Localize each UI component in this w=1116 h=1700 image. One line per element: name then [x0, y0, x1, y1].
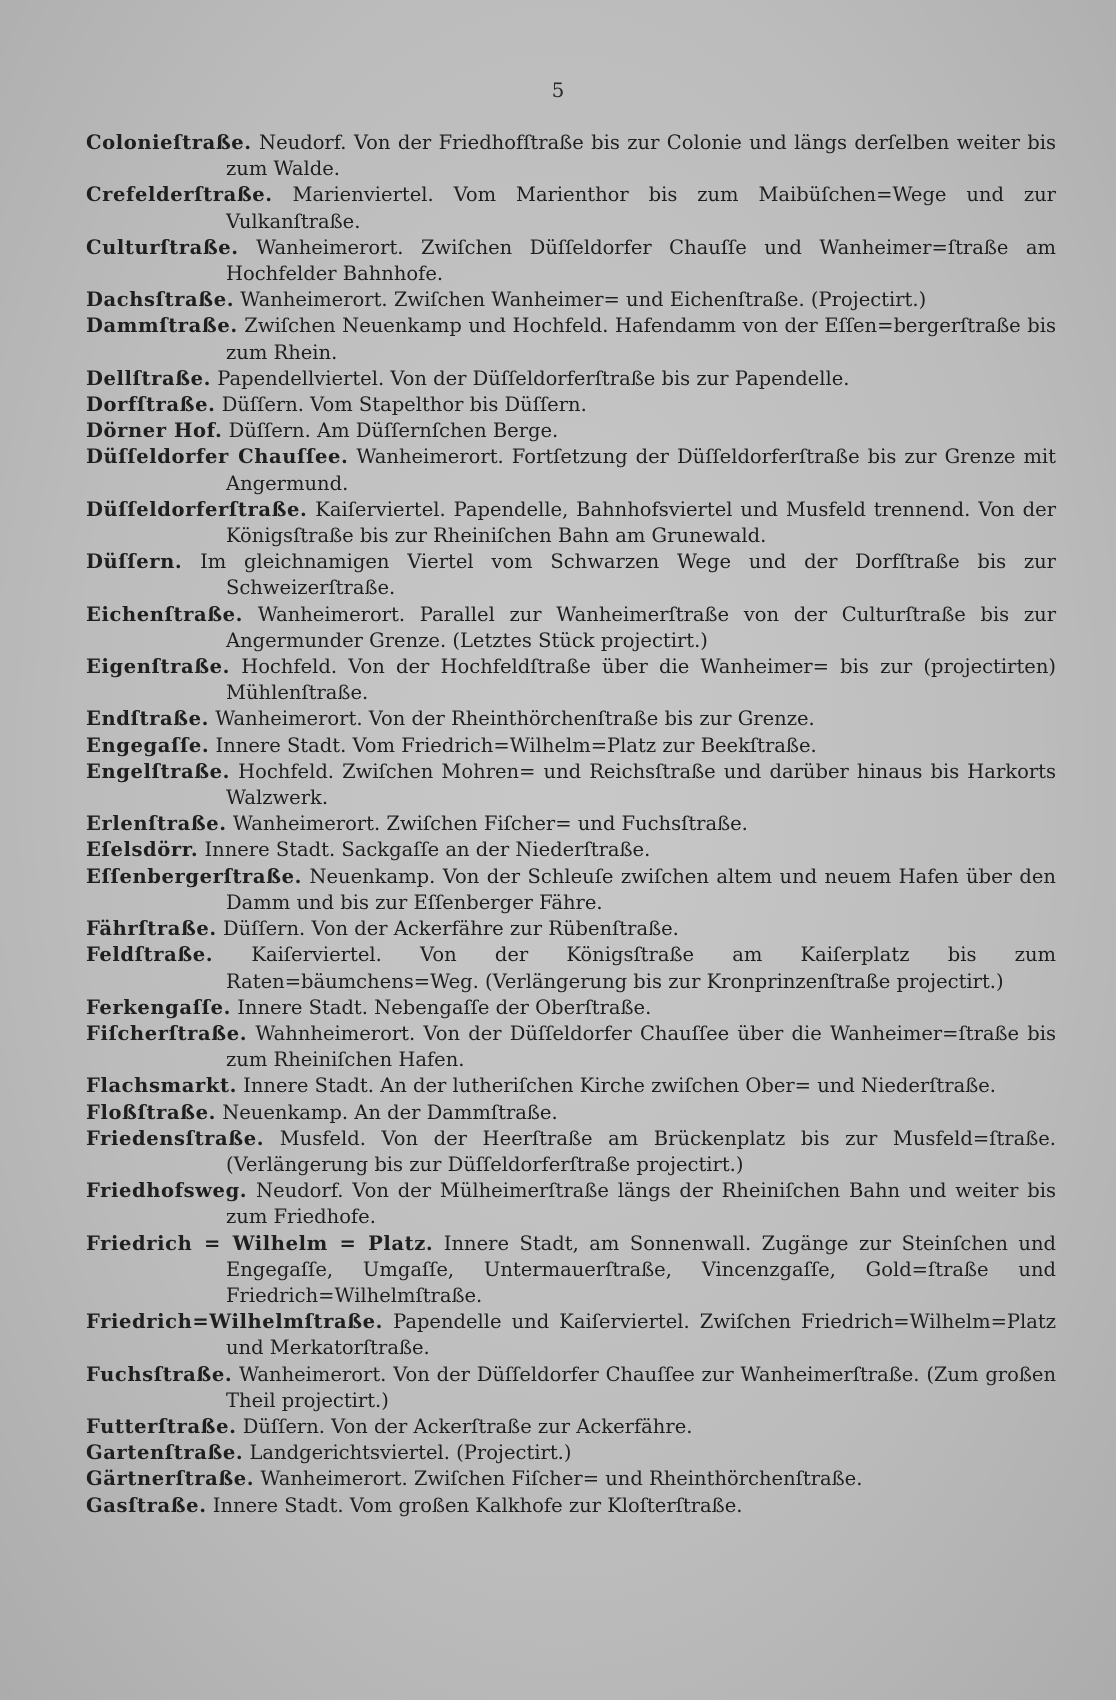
street-entry	[86, 811, 1056, 837]
street-description: Zwiſchen Fiſcher= und Fuchsſtraße.	[386, 812, 748, 836]
street-entry	[86, 1440, 1056, 1466]
street-name: Eſelsdörr.	[86, 838, 199, 862]
street-name: Dörner Hof.	[86, 419, 223, 443]
street-entry	[86, 733, 1056, 759]
street-name: Fiſcherſtraße.	[86, 1021, 248, 1045]
street-entry	[86, 1362, 1056, 1414]
street-entry	[86, 759, 1056, 811]
street-name: Ferkengaſſe.	[86, 995, 231, 1019]
street-name: Floßſtraße.	[86, 1100, 216, 1124]
street-name: Friedrich=Wilhelmſtraße.	[86, 1310, 384, 1334]
street-district: Innere Stadt.	[237, 995, 368, 1019]
street-description: Im gleichnamigen Viertel vom Schwarzen Wege und der Dorfſtraße bis zur Schweizerſtraße.	[200, 550, 1057, 600]
street-name: Friedhofsweg.	[86, 1179, 248, 1203]
street-description: Papendelle, Bahnhofsviertel und Musfeld trennend. Von der Königsſtraße bis zur Rheiniſchen Bahn am Grunewald.	[226, 497, 1057, 548]
street-name: Dachsſtraße.	[86, 288, 235, 312]
street-entry	[86, 1021, 1056, 1073]
street-entry	[86, 864, 1056, 916]
street-entry	[86, 182, 1056, 234]
street-name: Culturſtraße.	[86, 235, 239, 259]
street-district: Kaiſerviertel.	[315, 497, 446, 521]
street-entry	[86, 706, 1056, 732]
street-district: Wanheimerort.	[240, 288, 388, 312]
street-district: Hochfeld.	[238, 759, 334, 783]
street-description: Zwiſchen Neuenkamp und Hochfeld. Hafendamm von der Eſſen=bergerſtraße bis zum Rhein.	[226, 314, 1056, 364]
street-district: Innere Stadt.	[212, 1493, 344, 1517]
street-description: Von der Düſſeldorfer Chauſſee über die Wanheimer=ſtraße bis zum Rheiniſchen Hafen.	[226, 1021, 1057, 1072]
street-entry	[86, 497, 1056, 549]
street-district: Innere Stadt.	[215, 733, 347, 757]
street-description: Zwiſchen Mohren= und Reichsſtraße und darüber hinaus bis Harkorts Walzwerk.	[226, 759, 1056, 810]
street-description: Nebengaſſe der Oberſtraße.	[374, 995, 652, 1019]
street-entry	[86, 942, 1056, 994]
street-district: Marienviertel.	[292, 183, 434, 207]
street-description: Vom Friedrich=Wilhelm=Platz zur Beekſtraße.	[352, 733, 817, 757]
street-description: Von der Mülheimerſtraße längs der Rheiniſchen Bahn und weiter bis zum Friedhofe.	[226, 1179, 1057, 1229]
street-description: Von der Ackerſtraße zur Ackerfähre.	[331, 1414, 693, 1438]
street-entry	[86, 1100, 1056, 1126]
street-name: Fährſtraße.	[86, 917, 217, 941]
street-district: Papendelle und Kaiſerviertel.	[393, 1310, 690, 1334]
street-entry	[86, 654, 1056, 706]
street-name: Gärtnerſtraße.	[86, 1467, 255, 1491]
street-entry	[86, 549, 1056, 601]
street-entry	[86, 235, 1056, 287]
street-name: Eigenſtraße.	[86, 655, 231, 679]
street-description: Zwiſchen Wanheimer= und Eichenſtraße. (Projectirt.)	[393, 288, 927, 312]
street-entry	[86, 602, 1056, 654]
street-name: Düſſern.	[86, 550, 183, 574]
street-description: am Sonnenwall. Zugänge zur Steinſchen und Engegaſſe, Umgaſſe, Untermauerſtraße, Vincenzgaſſe, Gold=ſtraße und Friedrich=Wilhelmſtraße.	[226, 1231, 1056, 1307]
street-entry	[86, 287, 1056, 313]
street-name: Friedrich = Wilhelm = Platz.	[86, 1231, 434, 1255]
street-description: Zwiſchen Fiſcher= und Rheinthörchenſtraße.	[413, 1467, 863, 1491]
street-description: Von der Friedhofſtraße bis zur Colonie und längs derſelben weiter bis zum Walde.	[226, 131, 1056, 181]
street-district: Düſſern.	[228, 419, 311, 443]
street-district: Wanheimerort.	[356, 445, 504, 469]
street-name: Dellſtraße.	[86, 366, 212, 390]
street-description: Von der Schleuſe zwiſchen altem und neuem Hafen über den Damm und bis zur Eſſenberger Fähre.	[226, 864, 1056, 914]
street-description: Von der Düſſeldorferſtraße bis zur Papendelle.	[390, 366, 850, 390]
street-description: Von der Düſſeldorfer Chauſſee zur Wanheimerſtraße. (Zum großen Theil projectirt.)	[226, 1362, 1056, 1412]
street-district: Innere Stadt.	[243, 1074, 374, 1098]
street-description: Von der Ackerfähre zur Rübenſtraße.	[311, 917, 679, 941]
street-name: Flachsmarkt.	[86, 1074, 237, 1098]
street-description: Fortſetzung der Düſſeldorferſtraße bis zur Grenze mit Angermund.	[226, 445, 1057, 495]
street-district: Wanheimerort.	[232, 812, 381, 836]
street-description: Zwiſchen Düſſeldorfer Chauſſe und Wanheimer=ſtraße am Hochfelder Bahnhofe.	[226, 235, 1057, 286]
street-name: Engelſtraße.	[86, 759, 231, 783]
street-name: Dorfſtraße.	[86, 393, 216, 417]
street-district: Neuenkamp.	[309, 864, 436, 888]
street-district: Neudorf.	[259, 131, 347, 154]
street-name: Engegaſſe.	[86, 733, 210, 757]
street-entry	[86, 1231, 1056, 1310]
street-description: (Projectirt.)	[456, 1441, 572, 1465]
street-district: Innere Stadt,	[443, 1231, 579, 1255]
street-name: Colonieſtraße.	[86, 131, 252, 154]
street-description: Parallel zur Wanheimerſtraße von der Culturſtraße bis zur Angermunder Grenze. (Letztes Stück projectirt.)	[226, 602, 1057, 652]
street-entry	[86, 916, 1056, 942]
street-name: Endſtraße.	[86, 707, 209, 731]
street-entry	[86, 366, 1056, 392]
street-name: Eichenſtraße.	[86, 602, 244, 626]
street-name: Fuchsſtraße.	[86, 1362, 233, 1386]
street-district: Wahnheimerort.	[255, 1021, 416, 1045]
street-entry	[86, 130, 1056, 182]
street-name: Feldſtraße.	[86, 943, 214, 967]
street-name: Eſſenbergerſtraße.	[86, 864, 302, 888]
street-district: Wanheimerort.	[260, 1467, 408, 1491]
street-district: Innere Stadt.	[204, 838, 336, 862]
street-entry	[86, 1466, 1056, 1492]
street-name: Düſſeldorferſtraße.	[86, 497, 308, 521]
street-entry	[86, 444, 1056, 496]
street-description: Von der Hochfeldſtraße über die Wanheimer= bis zur (projectirten) Mühlenſtraße.	[226, 655, 1056, 705]
street-entry	[86, 1073, 1056, 1099]
street-district: Wanheimerort.	[257, 602, 406, 626]
street-district: Düſſern.	[221, 393, 304, 417]
street-description: Vom Stapelthor bis Düſſern.	[310, 393, 587, 417]
street-entry	[86, 1309, 1056, 1361]
street-name: Dammſtraße.	[86, 314, 238, 338]
street-description: Von der Rheinthörchenſtraße bis zur Grenze.	[368, 707, 815, 731]
street-entry	[86, 1126, 1056, 1178]
street-description: Vom Marienthor bis zum Maibüſchen=Wege und zur Vulkanſtraße.	[226, 183, 1056, 233]
street-name: Erlenſtraße.	[86, 812, 227, 836]
street-name: Düſſeldorfer Chauſſee.	[86, 445, 349, 469]
street-entry	[86, 995, 1056, 1021]
street-district: Neuenkamp.	[222, 1100, 349, 1124]
street-entry	[86, 837, 1056, 863]
street-entry	[86, 313, 1056, 365]
street-district: Wanheimerort.	[239, 1362, 387, 1386]
street-name: Friedensſtraße.	[86, 1126, 265, 1150]
street-description: Von der Königsſtraße am Kaiſerplatz bis zum Raten=bäumchens=Weg. (Verlängerung bis zur Kronprinzenſtraße projectirt.)	[226, 943, 1056, 993]
street-description: Vom großen Kalkhofe zur Kloſterſtraße.	[349, 1493, 743, 1517]
page-number: 5	[551, 78, 565, 102]
street-district: Hochfeld.	[241, 655, 338, 679]
street-description: An der Dammſtraße.	[354, 1100, 558, 1124]
street-name: Gasſtraße.	[86, 1493, 207, 1517]
street-entry	[86, 1493, 1056, 1519]
street-district: Kaiſerviertel.	[251, 943, 382, 967]
street-district: Wanheimerort.	[215, 707, 363, 731]
street-description: Sackgaſſe an der Niederſtraße.	[341, 838, 651, 862]
street-directory-list	[86, 130, 1056, 1519]
street-name: Crefelderſtraße.	[86, 183, 273, 207]
street-district: Musfeld.	[279, 1126, 366, 1150]
street-description: Am Düſſernſchen Berge.	[317, 419, 559, 443]
street-district: Papendellviertel.	[217, 366, 385, 390]
street-entry	[86, 1414, 1056, 1440]
street-description: Von der Heerſtraße am Brückenplatz bis zur Musfeld=ſtraße. (Verlängerung bis zur Düſſeldorferſtraße projectirt.)	[226, 1126, 1056, 1176]
street-entry	[86, 418, 1056, 444]
street-description: An der lutheriſchen Kirche zwiſchen Ober= und Niederſtraße.	[380, 1074, 996, 1098]
street-district: Landgerichtsviertel.	[249, 1441, 450, 1465]
street-description: Zwiſchen Friedrich=Wilhelm=Platz und Merkatorſtraße.	[226, 1310, 1057, 1360]
street-district: Düſſern.	[242, 1414, 325, 1438]
street-name: Gartenſtraße.	[86, 1441, 244, 1465]
street-district: Düſſern.	[222, 917, 306, 941]
street-entry	[86, 392, 1056, 418]
street-name: Futterſtraße.	[86, 1414, 237, 1438]
street-district: Neudorf.	[256, 1179, 344, 1203]
street-district: Wanheimerort.	[256, 235, 404, 259]
street-entry	[86, 1178, 1056, 1230]
